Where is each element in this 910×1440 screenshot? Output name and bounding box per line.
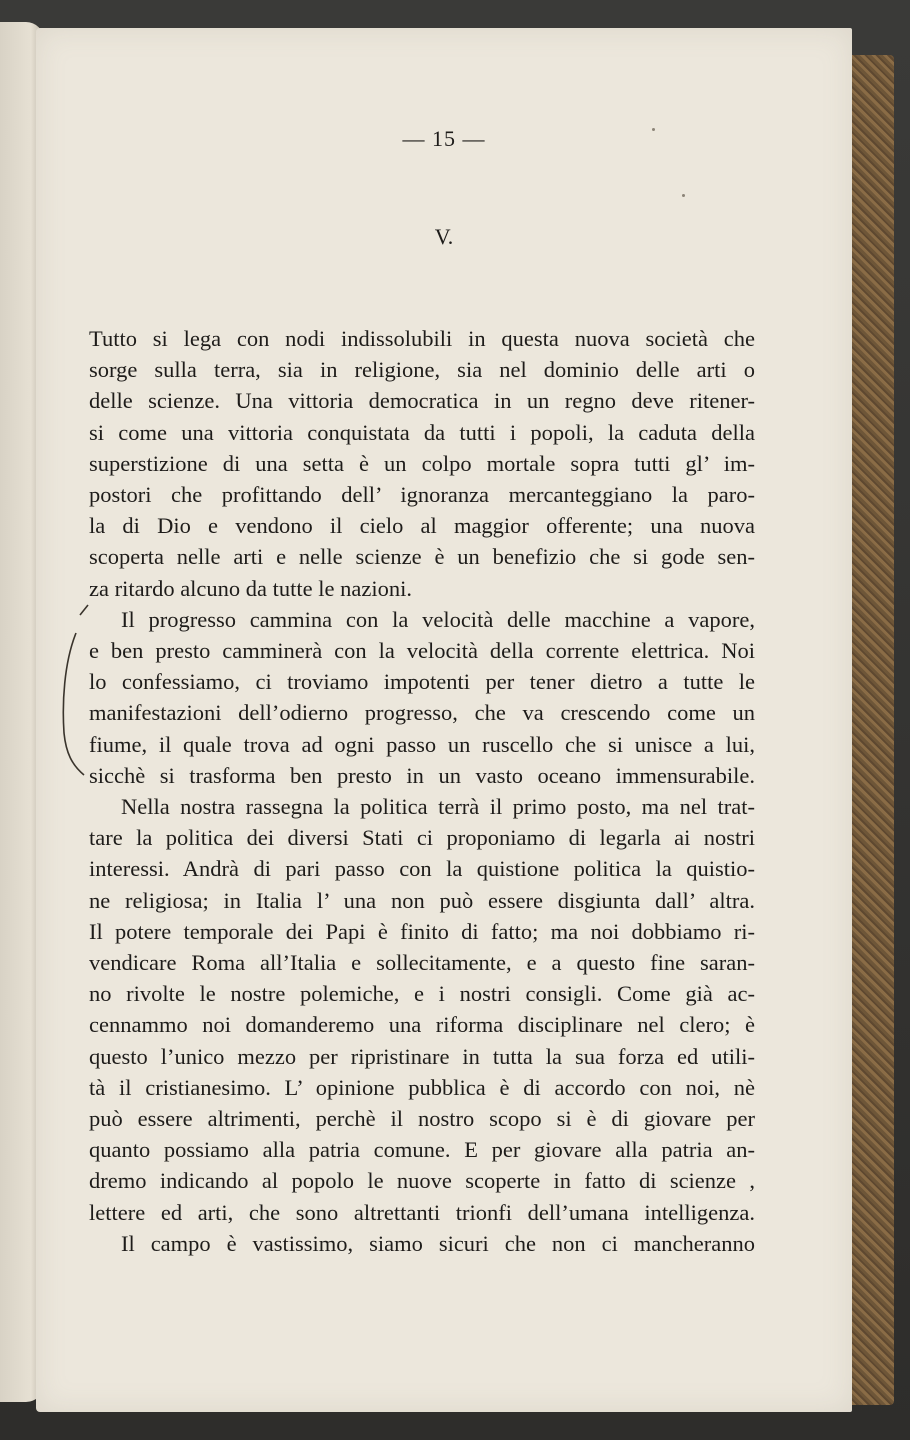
text-line: lo confessiamo, ci troviamo impotenti per tener dietro a tutte le — [89, 669, 755, 695]
text-line: Il potere temporale dei Papi è finito di fatto; ma noi dobbiamo ri- — [89, 918, 755, 944]
text-line: si come una vittoria conquistata da tutti i popoli, la caduta della — [89, 419, 755, 445]
book-page — [36, 28, 852, 1412]
text-line: scoperta nelle arti e nelle scienze è un benefizio che si gode sen- — [89, 544, 755, 570]
text-line: fiume, il quale trova ad ogni passo un ruscello che si unisce a lui, — [89, 731, 755, 757]
text-line: Il progresso cammina con la velocità delle macchine a vapore, — [121, 606, 755, 632]
text-line: interessi. Andrà di pari passo con la quistione politica la quistio- — [89, 856, 755, 882]
paper-speck — [652, 128, 655, 131]
text-line: delle scienze. Una vittoria democratica in un regno deve ritener- — [89, 388, 755, 414]
text-line: tà il cristianesimo. L’ opinione pubblica è di accordo con noi, nè — [89, 1074, 755, 1100]
text-line: postori che profittando dell’ ignoranza mercanteggiano la paro- — [89, 482, 755, 507]
page-number: — 15 — — [402, 126, 486, 151]
book-binding — [848, 55, 894, 1405]
text-line: no rivolte le nostre polemiche, e i nostri consigli. Come già ac- — [89, 981, 755, 1007]
text-line: dremo indicando al popolo le nuove scoperte in fatto di scienze , — [89, 1168, 755, 1194]
text-line: manifestazioni dell’odierno progresso, che va crescendo come un — [89, 700, 755, 726]
text-line: superstizione di una setta è un colpo mortale sopra tutti gl’ im- — [89, 450, 755, 476]
text-line: sorge sulla terra, sia in religione, sia nel dominio delle arti o — [89, 357, 755, 383]
text-line: Tutto si lega con nodi indissolubili in questa nuova società che — [89, 326, 755, 351]
text-line: sicchè si trasforma ben presto in un vasto oceano immensurabile. — [89, 762, 755, 788]
text-line: ne religiosa; in Italia l’ una non può essere disgiunta dall’ altra. — [89, 887, 755, 913]
text-line: Il campo è vastissimo, siamo sicuri che non ci mancheranno — [121, 1230, 755, 1256]
text-line: la di Dio e vendono il cielo al maggior offerente; una nuova — [89, 513, 755, 539]
text-line: vendicare Roma all’Italia e sollecitamente, e a questo fine saran- — [89, 950, 755, 975]
page-text — [36, 28, 852, 1412]
paper-speck — [682, 194, 685, 197]
text-line: questo l’unico mezzo per ripristinare in tutta la sua forza ed utili- — [89, 1043, 755, 1069]
text-line: lettere ed arti, che sono altrettanti trionfi dell’umana intelligenza. — [89, 1199, 755, 1225]
text-line: za ritardo alcuno da tutte le nazioni. — [89, 575, 412, 601]
section-heading: V. — [434, 224, 454, 249]
text-line: può essere altrimenti, perchè il nostro scopo si è di giovare per — [89, 1106, 755, 1131]
text-line: tare la politica dei diversi Stati ci proponiamo di legarla ai nostri — [89, 825, 755, 851]
text-line: Nella nostra rassegna la politica terrà il primo posto, ma nel trat- — [121, 794, 755, 819]
text-line: e ben presto camminerà con la velocità della corrente elettrica. Noi — [89, 638, 755, 663]
text-line: quanto possiamo alla patria comune. E per giovare alla patria an- — [89, 1137, 755, 1163]
text-line: cennammo noi domanderemo una riforma disciplinare nel clero; è — [89, 1012, 755, 1038]
